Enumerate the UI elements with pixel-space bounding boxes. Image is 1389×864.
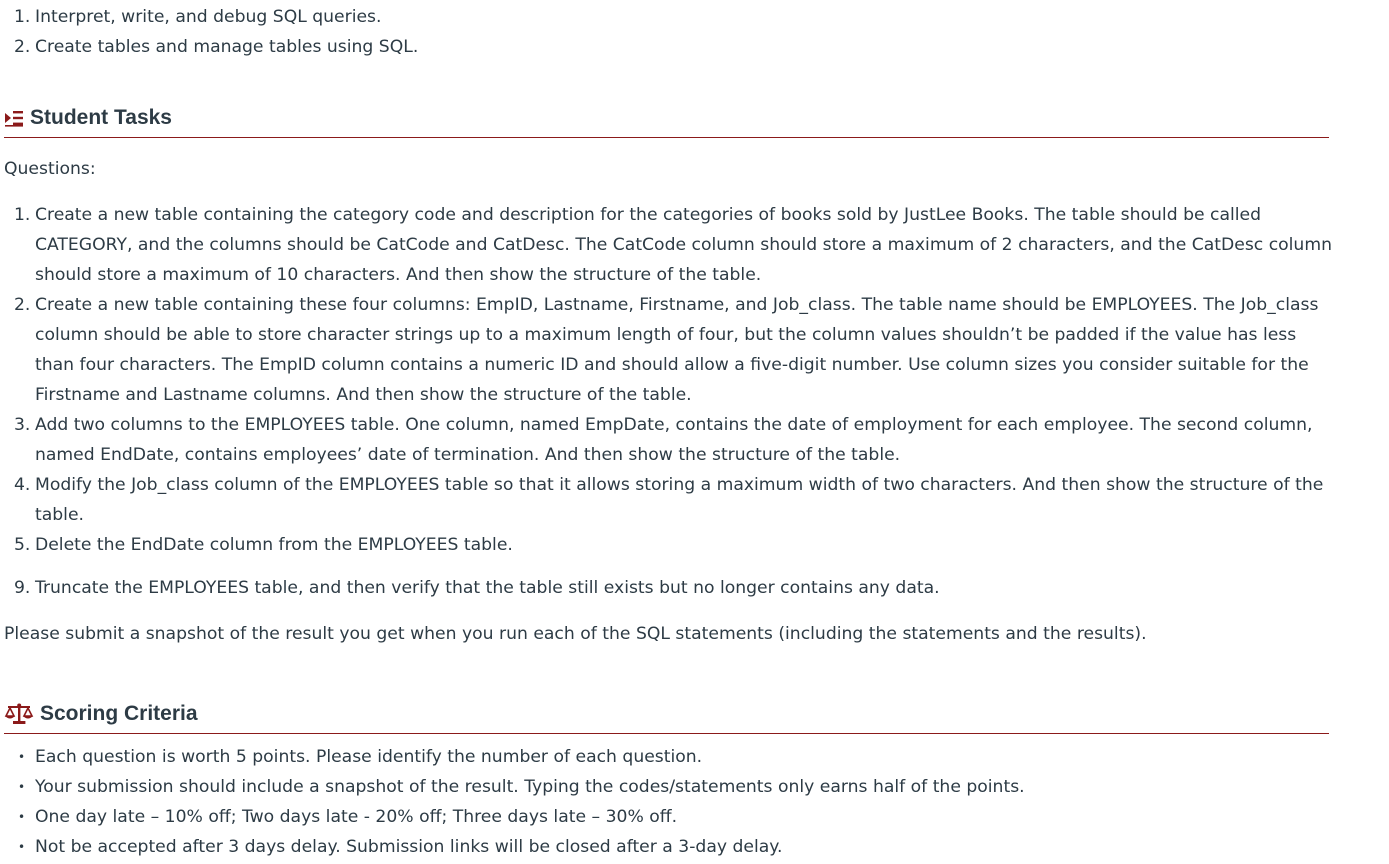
questions-intro: Questions: — [4, 159, 96, 179]
submission-note: Please submit a snapshot of the result you get when you run each of the SQL statements (including the statements and the results). — [4, 624, 1147, 644]
criteria-text: Each question is worth 5 points. Please identify the number of each question. — [35, 747, 703, 767]
student-tasks-title: Student Tasks — [30, 106, 172, 129]
bullet-icon: • — [18, 780, 26, 794]
criteria-text: Not be accepted after 3 days delay. Submission links will be closed after a 3-day delay. — [35, 837, 783, 857]
question-text: Create a new table containing these four columns: EmpID, Lastname, Firstname, and Job_class. The table name should be EMPLOYEES. The Job_class column should be able to store character strings up to a maximum length of four, but the column values shouldn’t be padded if the value has less than four characters. The EmpID column contains a numeric ID and should allow a five-digit number. Use column sizes you consider suitable for the Firstname and Lastname columns. And then show the structure of the table. — [35, 295, 1319, 405]
scoring-criteria-title: Scoring Criteria — [40, 702, 198, 725]
criteria-item — [14, 832, 1334, 862]
outcome-number: 2. — [14, 37, 31, 57]
question-number: 5. — [14, 535, 31, 555]
indent-list-icon — [4, 109, 24, 127]
question-text: Add two columns to the EMPLOYEES table. One column, named EmpDate, contains the date of employment for each employee. The second column, named EndDate, contains employees’ date of termination. And then show the structure of the table. — [35, 415, 1313, 465]
question-text: Modify the Job_class column of the EMPLOYEES table so that it allows storing a maximum width of two characters. And then show the structure of the table. — [35, 475, 1324, 525]
criteria-item — [14, 772, 1334, 802]
bullet-icon: • — [18, 840, 26, 854]
question-9-list — [14, 573, 1334, 603]
question-item — [14, 290, 1334, 410]
question-item — [14, 470, 1334, 530]
outcomes-list — [14, 2, 1334, 62]
question-item — [14, 573, 1334, 603]
student-tasks-heading — [4, 103, 1329, 138]
questions-list — [14, 200, 1334, 560]
criteria-item — [14, 802, 1334, 832]
criteria-text: One day late – 10% off; Two days late - 20% off; Three days late – 30% off. — [35, 807, 678, 827]
outcome-item — [14, 32, 1334, 62]
criteria-text: Your submission should include a snapshot of the result. Typing the codes/statements only earns half of the points. — [35, 777, 1025, 797]
outcome-number: 1. — [14, 7, 31, 27]
outcome-text: Interpret, write, and debug SQL queries. — [35, 7, 382, 27]
question-number: 1. — [14, 205, 31, 225]
question-item — [14, 410, 1334, 470]
question-number: 4. — [14, 475, 31, 495]
question-number: 9. — [14, 578, 31, 598]
scales-icon — [4, 703, 34, 725]
outcome-item — [14, 2, 1334, 32]
question-text: Delete the EndDate column from the EMPLOYEES table. — [35, 535, 513, 555]
scoring-criteria-heading — [4, 699, 1329, 734]
criteria-item — [14, 742, 1334, 772]
question-number: 2. — [14, 295, 31, 315]
question-text: Truncate the EMPLOYEES table, and then verify that the table still exists but no longer contains any data. — [35, 578, 940, 598]
bullet-icon: • — [18, 810, 26, 824]
question-item — [14, 530, 1334, 560]
bullet-icon: • — [18, 750, 26, 764]
question-number: 3. — [14, 415, 31, 435]
scoring-criteria-list — [14, 742, 1334, 862]
outcome-text: Create tables and manage tables using SQL. — [35, 37, 419, 57]
question-item — [14, 200, 1334, 290]
question-text: Create a new table containing the category code and description for the categories of books sold by JustLee Books. The table should be called CATEGORY, and the columns should be CatCode and CatDesc. The CatCode column should store a maximum of 2 characters, and the CatDesc column should store a maximum of 10 characters. And then show the structure of the table. — [35, 205, 1332, 285]
